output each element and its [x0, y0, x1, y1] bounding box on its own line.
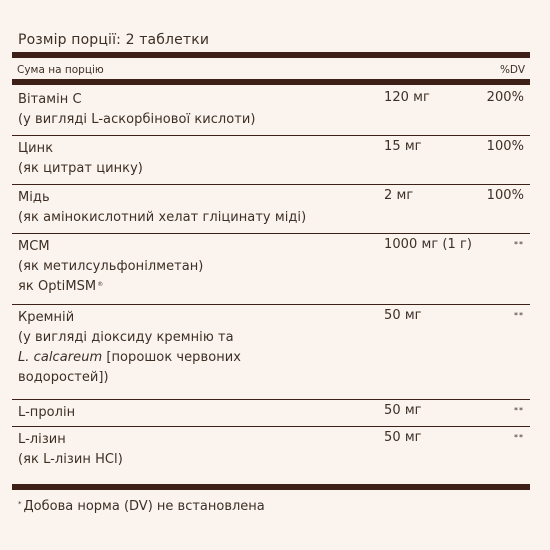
daily-value-heading: %DV: [499, 64, 525, 76]
brand-name: як OptiMSM: [18, 279, 97, 294]
nutrient-dv: 100%: [486, 139, 524, 154]
nutrient-description: [18, 403, 373, 423]
bottom-thick-divider: [12, 484, 530, 490]
nutrient-amount: 50 мг: [384, 430, 422, 445]
nutrient-amount: 1000 мг (1 г): [384, 237, 473, 252]
nutrient-name: Цинк: [18, 141, 54, 156]
nutrient-name: Кремній: [18, 310, 75, 325]
nutrient-row-l-proline: [12, 401, 530, 425]
nutrient-detail: [18, 277, 373, 297]
nutrient-dv: 100%: [486, 188, 524, 203]
row-divider: [12, 426, 530, 427]
nutrient-description: [18, 90, 373, 130]
nutrient-detail: (у вигляді L-аскорбінової кислоти): [18, 112, 256, 127]
nutrient-row-silicon: [12, 306, 530, 398]
nutrient-dv: 200%: [486, 90, 524, 105]
nutrient-detail: (як L-лізин HCl): [18, 452, 123, 467]
nutrient-description: [18, 308, 373, 388]
nutrient-detail: (як метилсульфонілметан): [18, 259, 204, 274]
nutrient-dv: **: [514, 406, 524, 415]
amount-per-serving-heading: Сума на порцію: [17, 64, 104, 76]
nutrient-description: [18, 139, 373, 179]
nutrient-row-l-lysine: [12, 428, 530, 474]
row-divider: [12, 135, 530, 136]
row-divider: [12, 399, 530, 400]
nutrient-detail-continuation: [порошок червоних: [102, 350, 241, 365]
serving-size: Розмір порції: 2 таблетки: [18, 32, 210, 48]
nutrient-row-msm: [12, 235, 530, 303]
row-divider: [12, 233, 530, 234]
footnote-text: Добова норма (DV) не встановлена: [23, 499, 265, 514]
supplement-facts-panel: [12, 28, 530, 467]
nutrient-description: [18, 430, 373, 470]
row-divider: [12, 304, 530, 305]
nutrient-amount: 50 мг: [384, 308, 422, 323]
row-divider: [12, 184, 530, 185]
nutrient-detail: [18, 348, 373, 368]
nutrient-row-copper: [12, 186, 530, 232]
top-thick-divider: [12, 52, 530, 58]
nutrient-amount: 15 мг: [384, 139, 422, 154]
nutrient-dv: **: [514, 240, 524, 249]
registered-trademark-mark: ®: [97, 281, 104, 288]
table-header: [12, 63, 530, 78]
nutrient-dv: **: [514, 311, 524, 320]
nutrient-detail: (як цитрат цинку): [18, 161, 143, 176]
nutrient-detail: водоростей]): [18, 370, 109, 385]
nutrient-name: L-лізин: [18, 432, 66, 447]
nutrient-detail: (як амінокислотний хелат гліцинату міді): [18, 210, 307, 225]
nutrient-row-vitamin-c: [12, 88, 530, 134]
nutrient-name: Вітамін С: [18, 92, 82, 107]
footnote-mark: *: [18, 500, 22, 508]
nutrient-amount: 120 мг: [384, 90, 430, 105]
daily-value-footnote: [18, 498, 265, 516]
nutrient-name: L-пролін: [18, 405, 76, 420]
nutrient-amount: 2 мг: [384, 188, 414, 203]
nutrient-detail: (у вигляді діоксиду кремнію та: [18, 330, 234, 345]
nutrient-description: [18, 237, 373, 297]
nutrient-dv: **: [514, 433, 524, 442]
header-bottom-divider: [12, 79, 530, 85]
nutrient-name: Мідь: [18, 190, 50, 205]
nutrient-row-zinc: [12, 137, 530, 183]
nutrient-amount: 50 мг: [384, 403, 422, 418]
nutrient-name: МСМ: [18, 239, 50, 254]
nutrient-description: [18, 188, 373, 228]
scientific-name: L. calcareum: [18, 350, 103, 365]
